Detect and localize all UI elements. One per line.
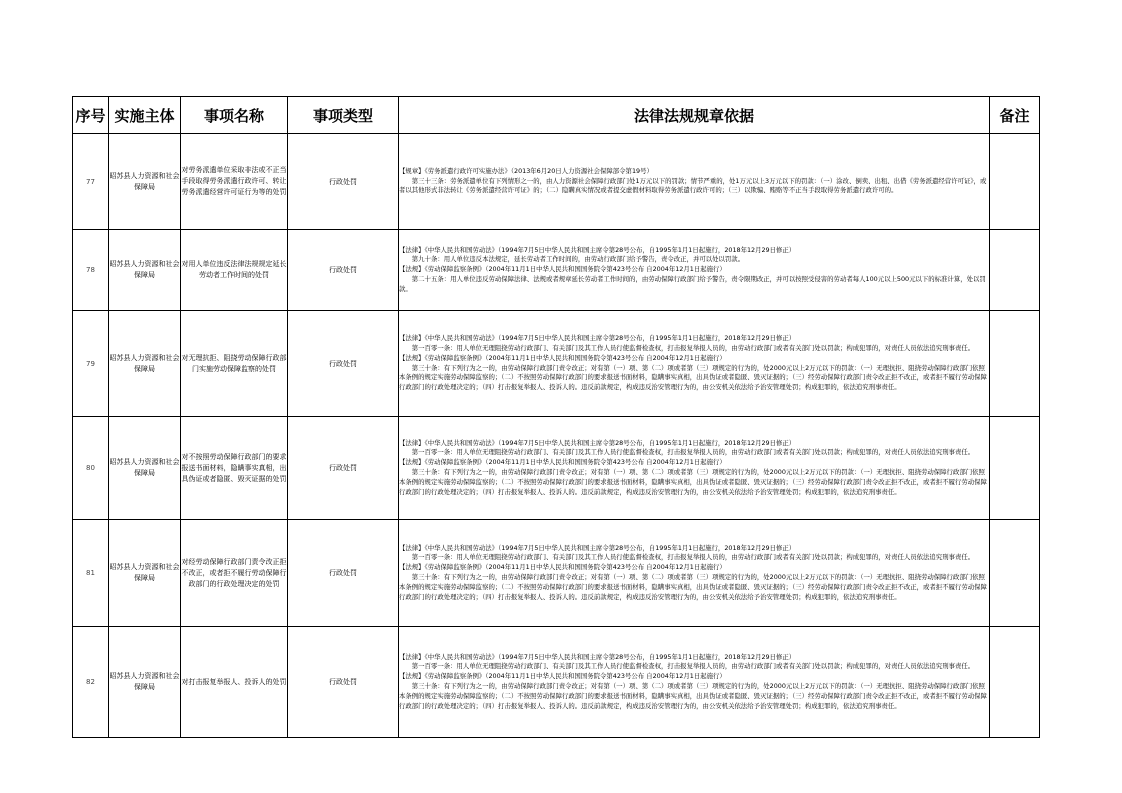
table-row	[73, 230, 1040, 311]
basis-line: 第一百零一条：用人单位无理阻挠劳动行政部门、有关部门及其工作人员行使监督检查权，打击报复举报人员的，由劳动行政部门或者有关部门处以罚款；构成犯罪的，对责任人员依法追究刑事责任。	[399, 343, 975, 352]
header-item-name: 事项名称	[181, 97, 288, 134]
row-item-name: 对经劳动保障行政部门责令改正拒不改正，或者拒不履行劳动保障行政部门的行政处理决定的处罚	[181, 520, 288, 627]
basis-line: 【法律】《中华人民共和国劳动法》（1994年7月5日中华人民共和国主席令第28号公布，自1995年1月1日起施行，2018年12月29日修正）	[399, 543, 796, 552]
basis-line: 【规章】《劳务派遣行政许可实施办法》（2013年6月20日人力资源社会保障部令第19号）	[399, 166, 653, 175]
regulation-table	[72, 96, 1040, 738]
basis-line: 第一百零一条：用人单位无理阻挠劳动行政部门、有关部门及其工作人员行使监督检查权，打击报复举报人员的，由劳动行政部门或者有关部门处以罚款；构成犯罪的，对责任人员依法追究刑事责任。	[399, 662, 975, 671]
row-legal-basis	[399, 311, 990, 417]
row-item-type: 行政处罚	[288, 627, 399, 738]
row-subject: 昭苏县人力资源和社会保障局	[109, 134, 181, 230]
basis-line: 第三十条：有下列行为之一的，由劳动保障行政部门责令改正；对有第（一）项、第（二）项或者第（三）项规定的行为的，处2000元以上2万元以下的罚款：（一）无理抗拒、阻挠劳动保障行政部门依照本条例的规定实施劳动保障监察的；（二）不按照劳动保障行政部门的要求报送书面材料，隐瞒事实真相，出具伪证或者隐匿、毁灭证据的；（三）经劳动保障行政部门责令改正拒不改正，或者拒不履行劳动保障行政部门的行政处理决定的；（四）打击报复举报人、投诉人的。违反前款规定，构成违反治安管理行为的，由公安机关依法给予治安管理处罚；构成犯罪的，依法追究刑事责任。	[399, 468, 987, 496]
header-num: 序号	[73, 97, 109, 134]
row-subject: 昭苏县人力资源和社会保障局	[109, 311, 181, 417]
row-legal-basis	[399, 230, 990, 311]
row-subject: 昭苏县人力资源和社会保障局	[109, 417, 181, 520]
table-row	[73, 417, 1040, 520]
row-note	[990, 520, 1040, 627]
row-item-type: 行政处罚	[288, 134, 399, 230]
row-subject: 昭苏县人力资源和社会保障局	[109, 520, 181, 627]
row-note	[990, 627, 1040, 738]
row-item-type: 行政处罚	[288, 311, 399, 417]
row-item-name: 对劳务派遣单位采取非法或不正当手段取得劳务派遣行政许可、转让劳务派遣经营许可证行为等的处罚	[181, 134, 288, 230]
basis-line: 【法律】《中华人民共和国劳动法》（1994年7月5日中华人民共和国主席令第28号公布，自1995年1月1日起施行，2018年12月29日修正）	[399, 334, 796, 343]
row-legal-basis	[399, 417, 990, 520]
table-row	[73, 134, 1040, 230]
row-item-name: 对打击报复举报人、投诉人的处罚	[181, 627, 288, 738]
row-num: 77	[73, 134, 109, 230]
table-row	[73, 627, 1040, 738]
basis-line: 【法规】《劳动保障监察条例》（2004年11月1日中华人民共和国国务院令第423号公布 自2004年12月1日起施行）	[399, 563, 726, 572]
basis-line: 第三十条：有下列行为之一的，由劳动保障行政部门责令改正；对有第（一）项、第（二）项或者第（三）项规定的行为的，处2000元以上2万元以下的罚款：（一）无理抗拒、阻挠劳动保障行政部门依照本条例的规定实施劳动保障监察的；（二）不按照劳动保障行政部门的要求报送书面材料，隐瞒事实真相，出具伪证或者隐匿、毁灭证据的；（三）经劳动保障行政部门责令改正拒不改正，或者拒不履行劳动保障行政部门的行政处理决定的；（四）打击报复举报人、投诉人的。违反前款规定，构成违反治安管理行为的，由公安机关依法给予治安管理处罚；构成犯罪的，依法追究刑事责任。	[399, 573, 987, 601]
basis-line: 【法规】《劳动保障监察条例》（2004年11月1日中华人民共和国国务院令第423号公布 自2004年12月1日起施行）	[399, 672, 726, 681]
row-num: 81	[73, 520, 109, 627]
row-num: 78	[73, 230, 109, 311]
basis-line: 【法律】《中华人民共和国劳动法》（1994年7月5日中华人民共和国主席令第28号公布，自1995年1月1日起施行，2018年12月29日修正）	[399, 438, 796, 447]
basis-line: 第三十条：有下列行为之一的，由劳动保障行政部门责令改正；对有第（一）项、第（二）项或者第（三）项规定的行为的，处2000元以上2万元以下的罚款：（一）无理抗拒、阻挠劳动保障行政部门依照本条例的规定实施劳动保障监察的；（二）不按照劳动保障行政部门的要求报送书面材料，隐瞒事实真相，出具伪证或者隐匿、毁灭证据的；（三）经劳动保障行政部门责令改正拒不改正，或者拒不履行劳动保障行政部门的行政处理决定的；（四）打击报复举报人、投诉人的。违反前款规定，构成违反治安管理行为的，由公安机关依法给予治安管理处罚；构成犯罪的，依法追究刑事责任。	[399, 363, 987, 392]
basis-line: 【法规】《劳动保障监察条例》（2004年11月1日中华人民共和国国务院令第423号公布 自2004年12月1日起施行）	[399, 353, 726, 362]
basis-line: 第二十五条：用人单位违反劳动保障法律、法规或者规章延长劳动者工作时间的，由劳动保障行政部门给予警告，责令限期改正，并可以按照受侵害的劳动者每人100元以上500元以下的标准计算，处以罚款。	[399, 274, 986, 293]
row-item-type: 行政处罚	[288, 417, 399, 520]
row-item-name: 对不按照劳动保障行政部门的要求报送书面材料，隐瞒事实真相，出具伪证或者隐匿、毁灭证据的处罚	[181, 417, 288, 520]
header-note: 备注	[990, 97, 1040, 134]
basis-line: 【法律】《中华人民共和国劳动法》（1994年7月5日中华人民共和国主席令第28号公布，自1995年1月1日起施行，2018年12月29日修正）	[399, 652, 796, 661]
basis-line: 第三十三条：劳务派遣单位有下列情形之一的，由人力资源社会保障行政部门处1万元以下的罚款；情节严重的，处1万元以上3万元以下的罚款：（一）涂改、倒卖、出租、出借《劳务派遣经营许可证》，或者以其他形式非法转让《劳务派遣经营许可证》的；（二）隐瞒真实情况或者提交虚假材料取得劳务派遣行政许可的；（三）以欺骗、贿赂等不正当手段取得劳务派遣行政许可的。	[399, 176, 987, 195]
row-legal-basis	[399, 520, 990, 627]
row-item-name: 对无理抗拒、阻挠劳动保障行政部门实施劳动保障监察的处罚	[181, 311, 288, 417]
basis-line: 第三十条：有下列行为之一的，由劳动保障行政部门责令改正；对有第（一）项、第（二）项或者第（三）项规定的行为的，处2000元以上2万元以下的罚款：（一）无理抗拒、阻挠劳动保障行政部门依照本条例的规定实施劳动保障监察的；（二）不按照劳动保障行政部门的要求报送书面材料，隐瞒事实真相，出具伪证或者隐匿、毁灭证据的；（三）经劳动保障行政部门责令改正拒不改正，或者拒不履行劳动保障行政部门的行政处理决定的；（四）打击报复举报人、投诉人的。违反前款规定，构成违反治安管理行为的，由公安机关依法给予治安管理处罚；构成犯罪的，依法追究刑事责任。	[399, 682, 987, 710]
basis-line: 第一百零一条：用人单位无理阻挠劳动行政部门、有关部门及其工作人员行使监督检查权，打击报复举报人员的，由劳动行政部门或者有关部门处以罚款；构成犯罪的，对责任人员依法追究刑事责任。	[399, 448, 975, 457]
row-subject: 昭苏县人力资源和社会保障局	[109, 230, 181, 311]
row-note	[990, 230, 1040, 311]
header-row	[73, 97, 1040, 134]
row-item-name: 对用人单位违反法律法规规定延长劳动者工作时间的处罚	[181, 230, 288, 311]
row-item-type: 行政处罚	[288, 520, 399, 627]
basis-line: 【法律】《中华人民共和国劳动法》（1994年7月5日中华人民共和国主席令第28号公布，自1995年1月1日起施行，2018年12月29日修正）	[399, 245, 796, 254]
row-legal-basis	[399, 134, 990, 230]
row-note	[990, 311, 1040, 417]
header-subject: 实施主体	[109, 97, 181, 134]
table-row	[73, 520, 1040, 627]
row-item-type: 行政处罚	[288, 230, 399, 311]
basis-line: 【法规】《劳动保障监察条例》（2004年11月1日中华人民共和国国务院令第423号公布 自2004年12月1日起施行）	[399, 265, 726, 274]
row-legal-basis	[399, 627, 990, 738]
row-note	[990, 134, 1040, 230]
row-num: 80	[73, 417, 109, 520]
header-item-type: 事项类型	[288, 97, 399, 134]
table-row	[73, 311, 1040, 417]
row-num: 82	[73, 627, 109, 738]
row-subject: 昭苏县人力资源和社会保障局	[109, 627, 181, 738]
basis-line: 第九十条：用人单位违反本法规定，延长劳动者工作时间的，由劳动行政部门给予警告，责令改正，并可以处以罚款。	[399, 255, 745, 264]
basis-line: 第一百零一条：用人单位无理阻挠劳动行政部门、有关部门及其工作人员行使监督检查权，打击报复举报人员的，由劳动行政部门或者有关部门处以罚款；构成犯罪的，对责任人员依法追究刑事责任。	[399, 553, 975, 562]
header-legal-basis: 法律法规规章依据	[399, 97, 990, 134]
row-note	[990, 417, 1040, 520]
row-num: 79	[73, 311, 109, 417]
basis-line: 【法规】《劳动保障监察条例》（2004年11月1日中华人民共和国国务院令第423号公布 自2004年12月1日起施行）	[399, 458, 726, 467]
